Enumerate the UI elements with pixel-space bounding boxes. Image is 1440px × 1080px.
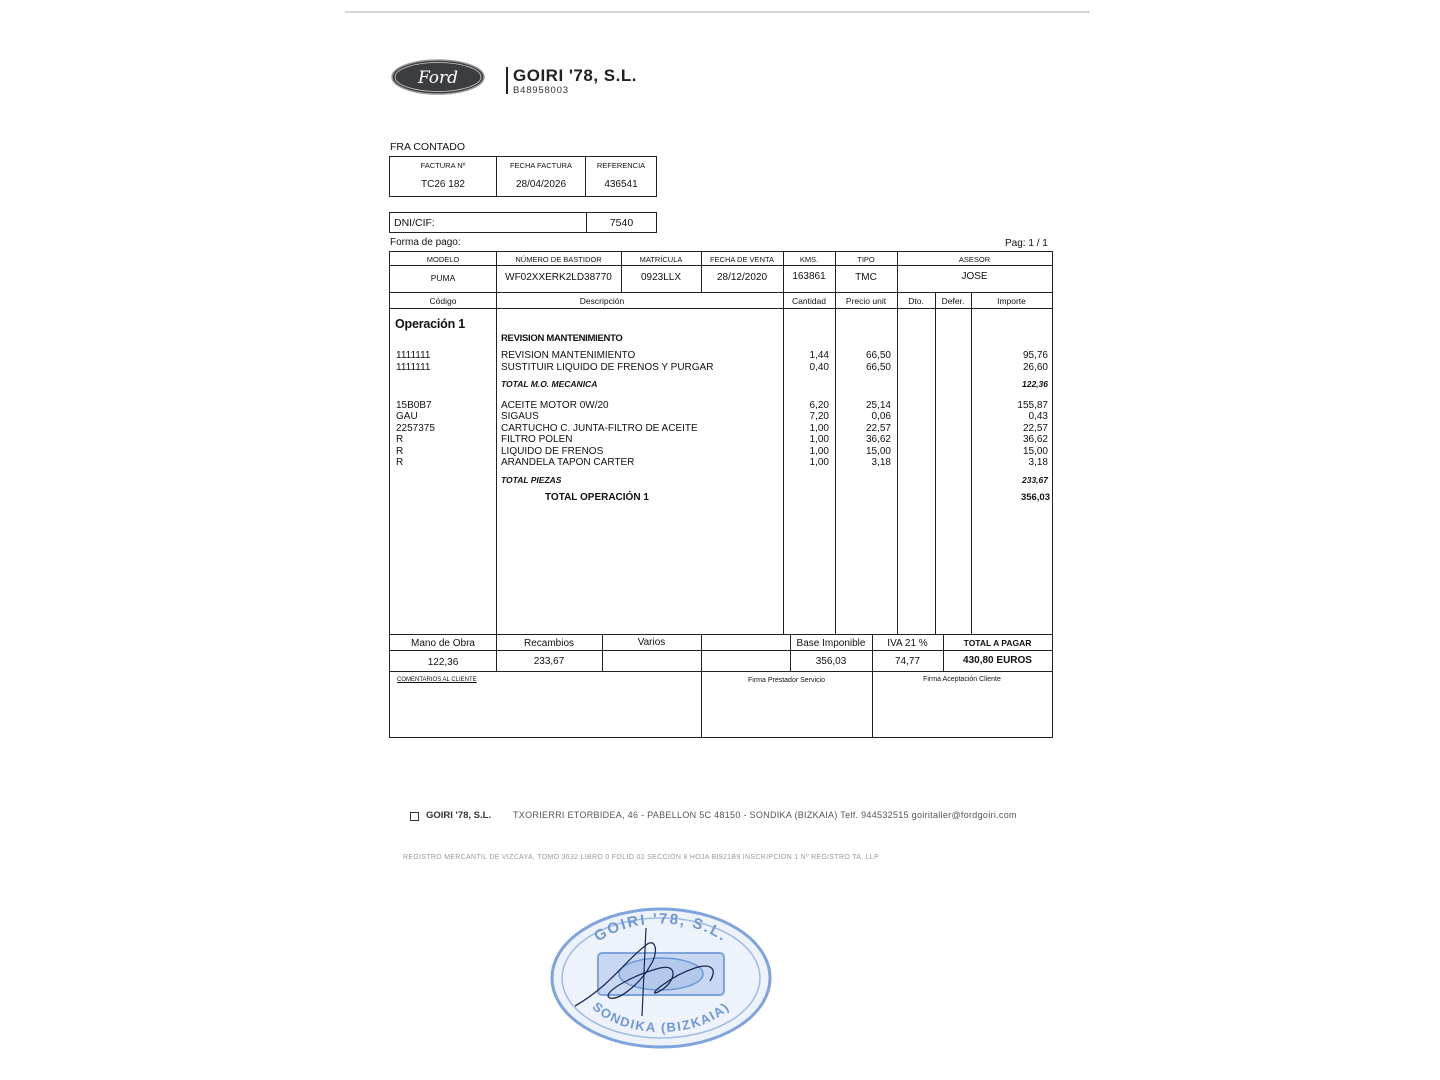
labour-total-label: TOTAL M.O. MECANICA: [501, 379, 598, 389]
vehicle-modelo: PUMA: [430, 273, 456, 283]
footer-registry: REGISTRO MERCANTIL DE VIZCAYA, TOMO 3632 LIBRO 0 FOLIO 02 SECCION 8 HOJA BI921B9 INSCRIPCION 1 Nº REGISTRO TA. LLP: [403, 854, 880, 861]
vehicle-header-tipo: TIPO: [857, 255, 875, 264]
part-code: R: [396, 434, 404, 445]
labour-amount: 26,60: [1022, 362, 1048, 373]
recambios-label: Recambios: [523, 638, 575, 649]
base-imponible-value: 356,03: [815, 656, 847, 667]
col-cantidad: Cantidad: [791, 296, 827, 306]
invoice-frame: [389, 251, 1053, 738]
vehicle-header-matricula: MATRÍCULA: [639, 255, 683, 264]
factura-label: FACTURA Nº: [390, 157, 497, 174]
col-precio-unit: Precio unit: [845, 296, 887, 306]
col-descripcion: Descripción: [579, 296, 625, 306]
company-stamp: [550, 906, 772, 1050]
top-divider: [345, 11, 1090, 13]
total-a-pagar-label: TOTAL A PAGAR: [963, 638, 1032, 648]
part-desc: ACEITE MOTOR 0W/20: [501, 400, 609, 411]
labour-desc: SUSTITUIR LIQUIDO DE FRENOS Y PURGAR: [501, 362, 714, 373]
part-desc: FILTRO POLEN: [501, 434, 573, 445]
forma-pago-label: Forma de pago:: [390, 237, 461, 248]
part-qty: 7,20: [809, 411, 829, 422]
vehicle-matricula: 0923LLX: [640, 272, 682, 283]
vehicle-asesor: JOSE: [961, 271, 988, 282]
part-code: R: [396, 457, 404, 468]
col-codigo: Código: [429, 296, 457, 306]
varios-label: Varios: [637, 637, 666, 648]
parts-total: 233,67: [1022, 475, 1048, 485]
labour-price: 66,50: [865, 362, 891, 373]
part-price: 0,06: [871, 411, 891, 422]
mano-obra-label: Mano de Obra: [411, 638, 475, 649]
vehicle-header-fecha-venta: FECHA DE VENTA: [709, 255, 775, 264]
part-price: 22,57: [865, 423, 891, 434]
dni-value: 7540: [587, 213, 657, 233]
operation-total: 356,03: [1020, 492, 1050, 503]
total-a-pagar-value: 430,80 EUROS: [963, 655, 1032, 666]
section-title: REVISION MANTENIMIENTO: [501, 333, 623, 344]
iva-label: IVA 21 %: [887, 638, 928, 649]
part-qty: 1,00: [809, 446, 829, 457]
factura-value: TC26 182: [390, 173, 497, 197]
vehicle-kms: 163861: [792, 271, 826, 282]
invoice-type: FRA CONTADO: [390, 141, 466, 153]
col-importe: Importe: [997, 296, 1026, 306]
part-qty: 6,20: [809, 400, 829, 411]
stamp-bottom-text: SONDIKA (BIZKAIA): [589, 998, 733, 1036]
operation-total-label: TOTAL OPERACIÓN 1: [545, 492, 649, 503]
part-desc: ARANDELA TAPON CARTER: [501, 457, 635, 468]
referencia-value: 436541: [586, 173, 657, 197]
operation-title: Operación 1: [395, 317, 466, 331]
ford-logo-text: Ford: [417, 68, 459, 88]
mano-obra-value: 122,36: [427, 657, 459, 668]
recambios-value: 233,67: [533, 656, 565, 667]
part-amount: 155,87: [1017, 400, 1048, 411]
part-price: 36,62: [865, 434, 891, 445]
firma-cliente-label: Firma Aceptación Cliente: [923, 676, 1001, 683]
fecha-value: 28/04/2026: [497, 173, 586, 197]
stamp-top-text: GOIRI '78, S.L.: [591, 910, 732, 946]
part-qty: 1,00: [809, 423, 829, 434]
footer-company-name: GOIRI '78, S.L.: [426, 810, 492, 821]
part-code: 2257375: [396, 423, 435, 434]
referencia-label: REFERENCIA: [586, 157, 657, 174]
comentarios-label: COMENTARIOS AL CLIENTE: [397, 677, 477, 683]
part-price: 15,00: [865, 446, 891, 457]
firma-prestador-label: Firma Prestador Servicio: [747, 677, 826, 684]
part-desc: LIQUIDO DE FRENOS: [501, 446, 604, 457]
part-amount: 3,18: [1028, 457, 1048, 468]
company-cif: B48958003: [513, 85, 569, 96]
part-code: GAU: [396, 411, 418, 422]
labour-qty: 0,40: [809, 362, 829, 373]
base-imponible-label: Base Imponible: [796, 638, 866, 649]
footer-checkbox-icon: [410, 812, 419, 821]
col-defer: Defer.: [941, 296, 965, 306]
vehicle-header-kms: KMS.: [799, 255, 819, 264]
labour-code: 1111111: [396, 362, 431, 373]
part-code: 15B0B7: [396, 400, 432, 411]
vehicle-header-modelo: MODELO: [426, 255, 460, 264]
labour-total: 122,36: [1022, 379, 1048, 389]
part-amount: 36,62: [1022, 434, 1048, 445]
part-code: R: [396, 446, 404, 457]
vehicle-tipo: TMC: [855, 272, 877, 283]
part-price: 3,18: [871, 457, 891, 468]
page-number: Pag: 1 / 1: [1005, 238, 1048, 249]
part-desc: SIGAUS: [501, 411, 539, 422]
part-amount: 22,57: [1022, 423, 1048, 434]
labour-qty: 1,44: [809, 350, 829, 361]
labour-amount: 95,76: [1022, 350, 1048, 361]
vehicle-fecha-venta: 28/12/2020: [716, 272, 768, 283]
dni-label: DNI/CIF:: [390, 213, 587, 233]
iva-value: 74,77: [894, 656, 921, 667]
labour-price: 66,50: [865, 350, 891, 361]
footer-address: TXORIERRI ETORBIDEA, 46 - PABELLON 5C 48150 - SONDIKA (BIZKAIA) Telf. 944532515 goiritaller@fordgoiri.com: [513, 810, 1017, 820]
labour-desc: REVISION MANTENIMIENTO: [501, 350, 636, 361]
company-divider: [506, 67, 508, 94]
invoice-id-table: [389, 156, 657, 197]
part-qty: 1,00: [809, 457, 829, 468]
company-name: GOIRI '78, S.L.: [513, 66, 637, 85]
vehicle-header-bastidor: NÚMERO DE BASTIDOR: [515, 255, 602, 264]
part-price: 25,14: [865, 400, 891, 411]
dni-table: [389, 212, 657, 233]
col-dto: Dto.: [908, 296, 924, 306]
ford-logo: [390, 58, 486, 96]
vehicle-bastidor: WF02XXERK2LD38770: [505, 272, 612, 283]
labour-code: 1111111: [396, 350, 431, 361]
fecha-label: FECHA FACTURA: [497, 157, 586, 174]
part-desc: CARTUCHO C. JUNTA-FILTRO DE ACEITE: [501, 423, 698, 434]
part-amount: 0,43: [1028, 411, 1048, 422]
part-amount: 15,00: [1022, 446, 1048, 457]
parts-total-label: TOTAL PIEZAS: [501, 475, 562, 485]
vehicle-header-asesor: ASESOR: [958, 255, 991, 264]
part-qty: 1,00: [809, 434, 829, 445]
